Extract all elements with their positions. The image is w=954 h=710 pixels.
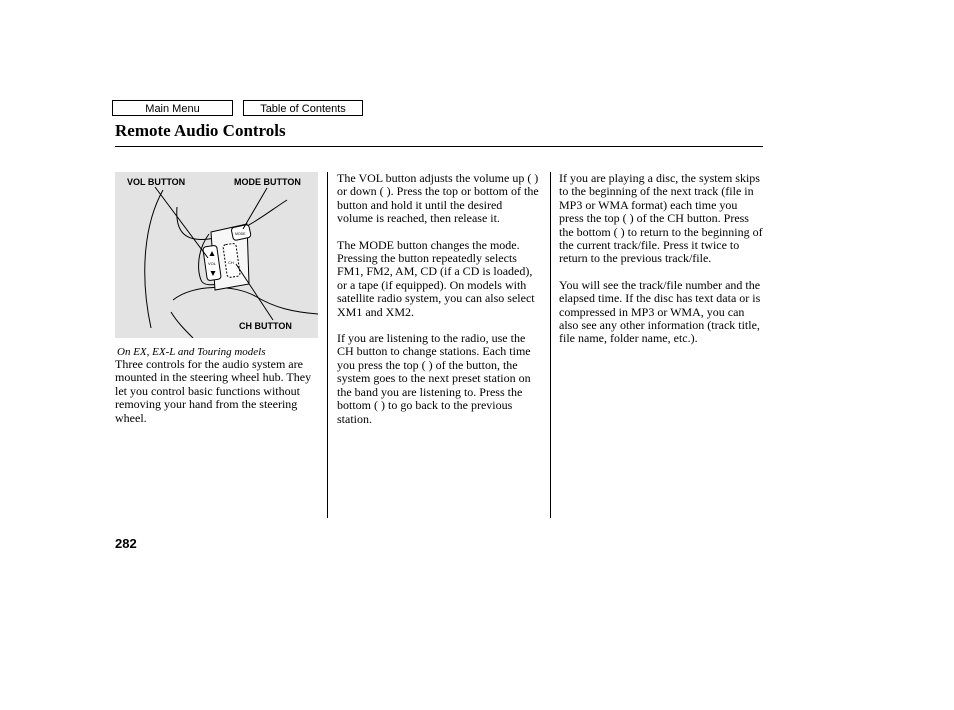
switch-ch-text: CH: [228, 260, 234, 265]
table-of-contents-button[interactable]: Table of Contents: [243, 100, 363, 116]
switch-vol-text: VOL: [208, 261, 217, 266]
main-menu-button[interactable]: Main Menu: [112, 100, 233, 116]
page-title: Remote Audio Controls: [115, 121, 286, 140]
page-number: 282: [115, 536, 137, 551]
title-divider: [115, 146, 763, 147]
switch-mode-text: MODE: [235, 232, 246, 236]
column-2-paragraph: If you are listening to the radio, use the CH button to change stations. Each time you press the top ( ) of the button, the system goes to the next preset station on the band you are listening to. Press the bottom ( ) to go back to the previous station.: [337, 331, 531, 426]
column-1-paragraph: Three controls for the audio system are mounted in the steering wheel hub. They let you control basic functions without removing your hand from the steering wheel.: [115, 357, 312, 425]
column-divider: [327, 172, 328, 518]
column-1: [115, 358, 319, 438]
steering-wheel-illustration: [115, 172, 318, 338]
column-divider: [550, 172, 551, 518]
vol-button-label: VOL BUTTON: [127, 177, 186, 187]
column-3: [559, 172, 763, 359]
column-2-paragraph: The MODE button changes the mode. Pressing the button repeatedly selects FM1, FM2, AM, CD (if a CD is loaded), or a tape (if equipped). On models with satellite radio system, you can also select XM1 and XM2.: [337, 237, 535, 319]
column-2-paragraph: The VOL button adjusts the volume up ( ) or down ( ). Press the top or bottom of the button and hold it until the desired volume is reached, then release it.: [337, 171, 539, 226]
column-3-paragraph: If you are playing a disc, the system skips to the beginning of the next track (file in MP3 or WMA format) each time you press the top ( ) of the CH button. Press the bottom ( ) to return to the beginning of the current track/file. Press it twice to return to the previous track/file.: [559, 171, 763, 266]
figure-caption: On EX, EX-L and Touring models: [117, 346, 266, 358]
steering-wheel-diagram: [115, 172, 318, 338]
mode-button-label: MODE BUTTON: [234, 177, 301, 187]
column-3-paragraph: You will see the track/file number and the elapsed time. If the disc has text data or is compressed in MP3 or WMA, you can also see any other information (track title, file name, folder name, etc.).: [559, 277, 761, 346]
column-2: [337, 172, 541, 439]
ch-button-label: CH BUTTON: [239, 321, 292, 331]
